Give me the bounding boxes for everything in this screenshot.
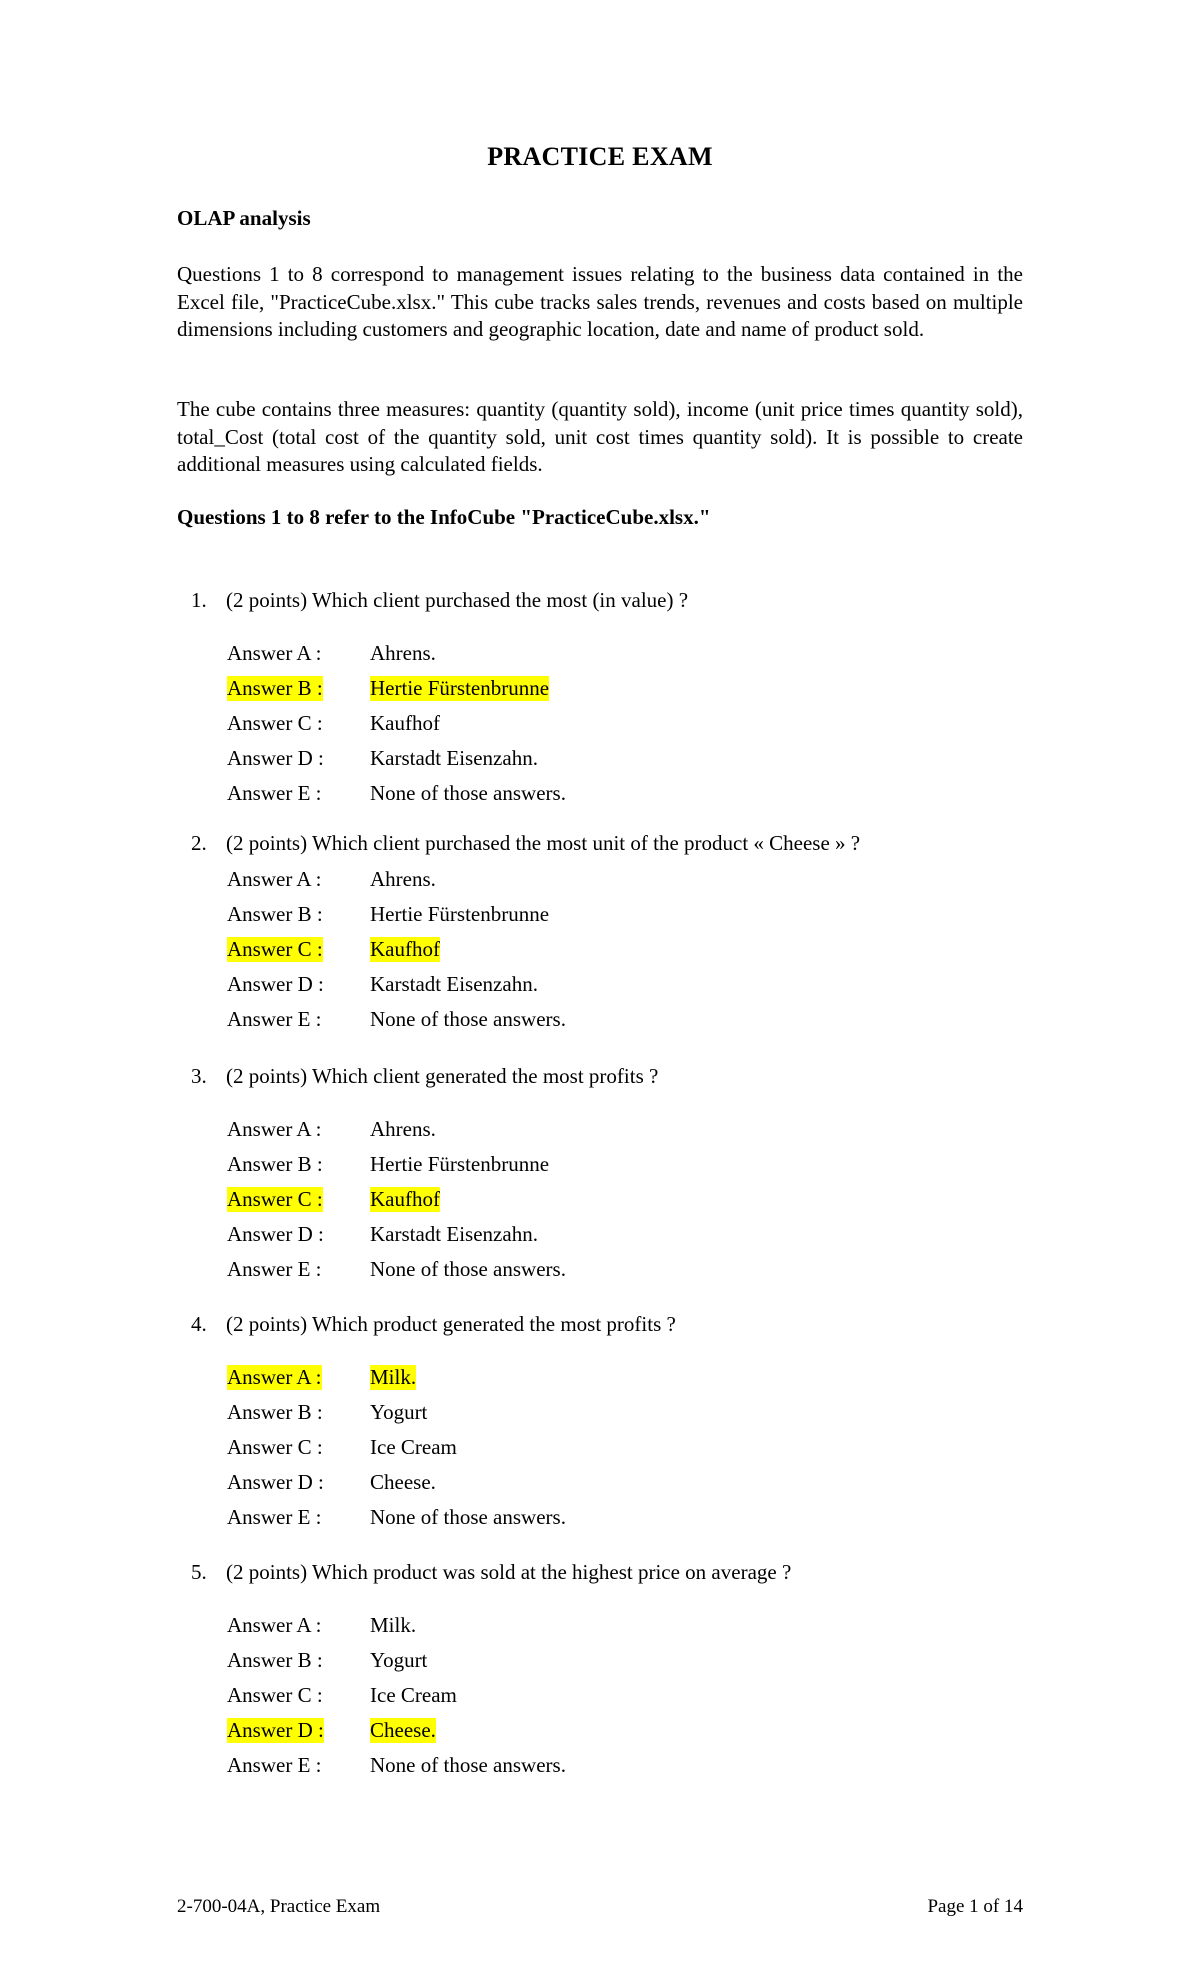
answer-label: Answer E : (227, 1257, 322, 1281)
answer-text: Hertie Fürstenbrunne (370, 902, 550, 926)
answer-text: Kaufhof (370, 711, 440, 735)
answer-text: Yogurt (370, 1648, 428, 1672)
answer-text: None of those answers. (370, 1505, 566, 1529)
answer-text: Milk. (370, 1365, 417, 1389)
question-number: 2. (191, 831, 207, 855)
answer-text: Ice Cream (370, 1435, 457, 1459)
answer-text: Hertie Fürstenbrunne (370, 676, 550, 700)
answer-label: Answer B : (227, 1648, 323, 1672)
answer-label: Answer B : (227, 1152, 323, 1176)
page-title: PRACTICE EXAM (487, 142, 713, 171)
answer-text: Cheese. (370, 1470, 436, 1494)
answer-label: Answer B : (227, 902, 323, 926)
questions-subheading: Questions 1 to 8 refer to the InfoCube "PracticeCube.xlsx." (177, 505, 711, 529)
measures-paragraph: The cube contains three measures: quantity (quantity sold), income (unit price times quantity sold), total_Cost (total cost of the quantity sold, unit cost times quantity sold). It is possible to create additional measures using calculated fields. (177, 397, 1023, 476)
answer-text: Milk. (370, 1613, 417, 1637)
intro-paragraph: Questions 1 to 8 correspond to management issues relating to the business data contained in the Excel file, "PracticeCube.xlsx." This cube tracks sales trends, revenues and costs based on multiple dimensions including customers and geographic location, date and name of product sold. (177, 262, 1023, 341)
answer-text: Ahrens. (370, 1117, 436, 1141)
answer-label: Answer E : (227, 781, 322, 805)
question-number: 1. (191, 588, 207, 612)
answer-label: Answer D : (227, 746, 324, 770)
question-text: (2 points) Which client generated the most profits ? (226, 1064, 659, 1088)
answer-label: Answer B : (227, 1400, 323, 1424)
answer-text: Karstadt Eisenzahn. (370, 972, 538, 996)
answer-text: Karstadt Eisenzahn. (370, 746, 538, 770)
answer-text: Kaufhof (370, 1187, 440, 1211)
question-number: 4. (191, 1312, 207, 1336)
answer-label: Answer D : (227, 1470, 324, 1494)
question-text: (2 points) Which product was sold at the highest price on average ? (226, 1560, 792, 1584)
answer-label: Answer D : (227, 1718, 324, 1742)
answer-label: Answer A : (227, 1117, 322, 1141)
answer-label: Answer E : (227, 1007, 322, 1031)
answer-text: Hertie Fürstenbrunne (370, 1152, 550, 1176)
footer-page-number: Page 1 of 14 (927, 1896, 1023, 1917)
answer-label: Answer B : (227, 676, 323, 700)
answer-label: Answer A : (227, 641, 322, 665)
answer-text: Cheese. (370, 1718, 436, 1742)
answer-text: None of those answers. (370, 1753, 566, 1777)
answer-label: Answer C : (227, 1683, 323, 1707)
answer-text: None of those answers. (370, 1007, 566, 1031)
answer-text: Kaufhof (370, 937, 440, 961)
question-text: (2 points) Which client purchased the most (in value) ? (226, 588, 689, 612)
answer-label: Answer E : (227, 1505, 322, 1529)
answer-text: None of those answers. (370, 781, 566, 805)
section-heading: OLAP analysis (177, 206, 311, 230)
answer-label: Answer D : (227, 972, 324, 996)
answer-text: Karstadt Eisenzahn. (370, 1222, 538, 1246)
answer-text: Ahrens. (370, 867, 436, 891)
answer-label: Answer C : (227, 1187, 323, 1211)
question-number: 3. (191, 1064, 207, 1088)
answer-text: None of those answers. (370, 1257, 566, 1281)
answer-text: Yogurt (370, 1400, 428, 1424)
answer-label: Answer E : (227, 1753, 322, 1777)
question-text: (2 points) Which client purchased the most unit of the product « Cheese » ? (226, 831, 861, 855)
answer-label: Answer A : (227, 1613, 322, 1637)
answer-text: Ice Cream (370, 1683, 457, 1707)
footer-document-id: 2-700-04A, Practice Exam (177, 1896, 381, 1917)
answer-label: Answer C : (227, 711, 323, 735)
question-text: (2 points) Which product generated the most profits ? (226, 1312, 676, 1336)
answer-text: Ahrens. (370, 641, 436, 665)
answer-label: Answer C : (227, 937, 323, 961)
answer-label: Answer A : (227, 867, 322, 891)
answer-label: Answer A : (227, 1365, 322, 1389)
answer-label: Answer D : (227, 1222, 324, 1246)
question-number: 5. (191, 1560, 207, 1584)
answer-label: Answer C : (227, 1435, 323, 1459)
